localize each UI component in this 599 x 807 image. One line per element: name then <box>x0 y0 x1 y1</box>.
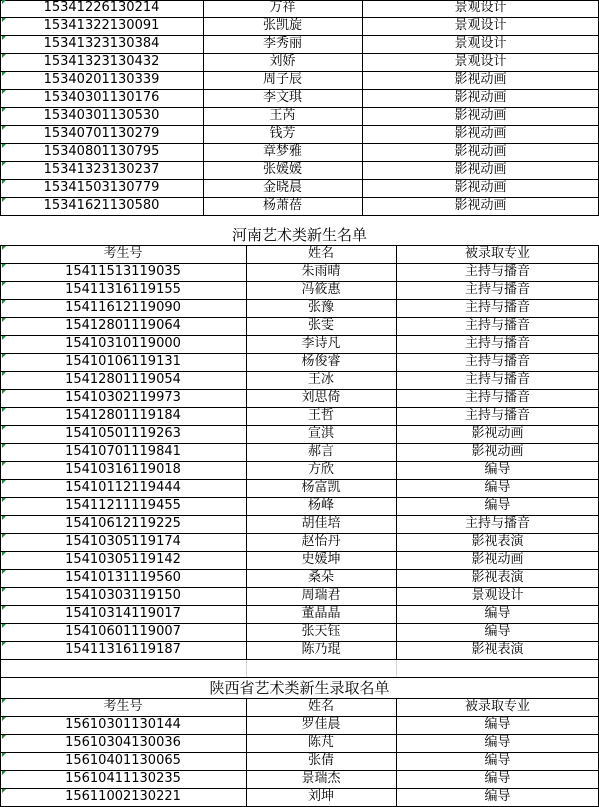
cell-name[interactable]: 周子辰 <box>262 72 302 87</box>
cell-exam-number[interactable]: 15611002130221 <box>65 789 181 804</box>
cell-major[interactable]: 主持与播音 <box>464 354 530 369</box>
cell-name[interactable]: 宣淇 <box>307 426 334 441</box>
row-border <box>0 215 599 216</box>
cell-major[interactable]: 影视动画 <box>471 552 524 567</box>
number-as-text-indicator-icon <box>2 300 6 304</box>
cell-exam-number[interactable]: 15340201130339 <box>43 72 160 87</box>
number-as-text-indicator-icon <box>2 570 6 574</box>
cell-name[interactable]: 李诗凡 <box>301 336 341 351</box>
number-as-text-indicator-icon <box>2 462 6 466</box>
cell-major[interactable]: 主持与播音 <box>464 282 530 297</box>
cell-major[interactable]: 编导 <box>484 753 511 768</box>
number-as-text-indicator-icon <box>2 516 6 520</box>
number-as-text-indicator-icon <box>2 90 6 94</box>
cell-exam-number[interactable]: 15411513119035 <box>65 264 181 279</box>
number-as-text-indicator-icon <box>2 162 6 166</box>
number-as-text-indicator-icon <box>2 126 6 130</box>
number-as-text-indicator-icon <box>2 336 6 340</box>
cell-major[interactable]: 编导 <box>484 789 511 804</box>
table-row <box>0 0 599 17</box>
cell-major[interactable]: 景观设计 <box>454 36 507 51</box>
cell-exam-number[interactable]: 15340301130176 <box>43 90 160 105</box>
column-border <box>362 0 363 216</box>
cell-exam-number[interactable]: 15410303119150 <box>65 588 181 603</box>
cell-major[interactable]: 影视表演 <box>471 534 524 549</box>
number-as-text-indicator-icon <box>2 18 6 22</box>
column-border <box>396 698 397 807</box>
number-as-text-indicator-icon <box>2 354 6 358</box>
number-as-text-indicator-icon <box>2 426 6 430</box>
cell-major[interactable]: 景观设计 <box>454 0 507 15</box>
number-as-text-indicator-icon <box>2 72 6 76</box>
table-row <box>0 263 599 281</box>
cell-major[interactable]: 景观设计 <box>454 54 507 69</box>
table-row <box>0 533 599 551</box>
number-as-text-indicator-icon <box>2 390 6 394</box>
number-as-text-indicator-icon <box>2 144 6 148</box>
column-border <box>0 245 1 660</box>
section-title: 河南艺术类新生名单 <box>231 226 367 244</box>
column-border <box>396 245 397 660</box>
header-exam-number[interactable]: 考生号 <box>103 246 143 261</box>
number-as-text-indicator-icon <box>2 444 6 448</box>
cell-major[interactable]: 影视动画 <box>454 72 507 87</box>
number-as-text-indicator-icon <box>2 0 6 4</box>
cell-exam-number[interactable]: 15410316119018 <box>65 462 181 477</box>
number-as-text-indicator-icon <box>2 624 6 628</box>
number-as-text-indicator-icon <box>2 498 6 502</box>
cell-name[interactable]: 杨富凯 <box>301 480 341 495</box>
table-row <box>0 389 599 407</box>
number-as-text-indicator-icon <box>2 480 6 484</box>
cell-exam-number[interactable]: 15341323130432 <box>43 54 160 69</box>
cell-major[interactable]: 编导 <box>484 717 511 732</box>
cell-exam-number[interactable]: 15610401130065 <box>65 753 181 768</box>
cell-exam-number[interactable]: 15410701119841 <box>65 444 181 459</box>
table-row <box>0 17 599 35</box>
cell-exam-number[interactable]: 15410612119225 <box>65 516 181 531</box>
cell-major[interactable]: 编导 <box>484 480 511 495</box>
cell-major[interactable]: 编导 <box>484 771 511 786</box>
cell-name[interactable]: 王芮 <box>269 108 296 123</box>
header-exam-number[interactable]: 考生号 <box>103 699 143 714</box>
table-row <box>0 569 599 587</box>
cell-name[interactable]: 张天钰 <box>301 624 341 639</box>
column-border <box>0 677 1 807</box>
cell-exam-number[interactable]: 15412801119184 <box>65 408 181 423</box>
cell-exam-number[interactable]: 15610301130144 <box>65 717 181 732</box>
cell-name[interactable]: 杨峰 <box>307 498 334 513</box>
number-as-text-indicator-icon <box>2 108 6 112</box>
cell-major[interactable]: 主持与播音 <box>464 408 530 423</box>
number-as-text-indicator-icon <box>2 534 6 538</box>
number-as-text-indicator-icon <box>2 36 6 40</box>
cell-major[interactable]: 主持与播音 <box>464 336 530 351</box>
cell-major[interactable]: 影视动画 <box>454 180 507 195</box>
cell-major[interactable]: 影视动画 <box>454 126 507 141</box>
cell-name[interactable]: 朱雨晴 <box>301 264 341 279</box>
table-row <box>0 605 599 623</box>
cell-name[interactable]: 刘坤 <box>307 789 334 804</box>
empty-gridline <box>396 660 397 677</box>
cell-exam-number[interactable]: 15410131119560 <box>65 570 181 585</box>
cell-exam-number[interactable]: 15410501119263 <box>65 426 181 441</box>
cell-exam-number[interactable]: 15340701130279 <box>43 126 160 141</box>
cell-name[interactable]: 陈乃琨 <box>301 642 341 657</box>
cell-exam-number[interactable]: 15410601119007 <box>65 624 181 639</box>
cell-exam-number[interactable]: 15412801119064 <box>65 318 181 333</box>
table-row <box>0 407 599 425</box>
cell-exam-number[interactable]: 15410305119174 <box>65 534 181 549</box>
cell-major[interactable]: 主持与播音 <box>464 390 530 405</box>
cell-major[interactable]: 影视动画 <box>471 444 524 459</box>
cell-name[interactable]: 杨萧蓓 <box>262 198 302 213</box>
cell-name[interactable]: 胡佳培 <box>301 516 341 531</box>
table-row <box>0 641 599 659</box>
cell-exam-number[interactable]: 15341226130214 <box>43 0 160 15</box>
cell-exam-number[interactable]: 15411316119187 <box>65 642 181 657</box>
cell-name[interactable]: 董晶晶 <box>301 606 341 621</box>
cell-name[interactable]: 陈芃 <box>307 735 334 750</box>
cell-name[interactable]: 张倩 <box>307 753 334 768</box>
cell-major[interactable]: 主持与播音 <box>464 318 530 333</box>
cell-name[interactable]: 李秀丽 <box>262 36 302 51</box>
cell-name[interactable]: 钱芳 <box>269 126 296 141</box>
table-row <box>0 461 599 479</box>
number-as-text-indicator-icon <box>2 408 6 412</box>
cell-exam-number[interactable]: 15411211119455 <box>65 498 181 513</box>
table-row <box>0 716 599 734</box>
table-header-row <box>0 698 599 716</box>
cell-exam-number[interactable]: 15410305119142 <box>65 552 181 567</box>
table-row <box>0 281 599 299</box>
table-row <box>0 125 599 143</box>
table-row <box>0 623 599 641</box>
cell-name[interactable]: 张豫 <box>307 300 334 315</box>
cell-major[interactable]: 影视动画 <box>454 198 507 213</box>
section-title: 陕西省艺术类新生录取名单 <box>209 679 390 697</box>
cell-major[interactable]: 主持与播音 <box>464 372 530 387</box>
number-as-text-indicator-icon <box>2 735 6 739</box>
table-row <box>0 71 599 89</box>
column-border <box>0 0 1 216</box>
table-row <box>0 89 599 107</box>
header-name[interactable]: 姓名 <box>307 699 334 714</box>
cell-name[interactable]: 李文琪 <box>262 90 302 105</box>
table-row <box>0 353 599 371</box>
cell-exam-number[interactable]: 15340801130795 <box>43 144 160 159</box>
cell-name[interactable]: 刘思倚 <box>301 390 341 405</box>
table-row <box>0 497 599 515</box>
cell-major[interactable]: 编导 <box>484 624 511 639</box>
header-name[interactable]: 姓名 <box>307 246 334 261</box>
table-row <box>0 587 599 605</box>
table-row <box>0 197 599 215</box>
table-row <box>0 35 599 53</box>
cell-major[interactable]: 景观设计 <box>471 588 524 603</box>
number-as-text-indicator-icon <box>2 282 6 286</box>
number-as-text-indicator-icon <box>2 753 6 757</box>
table-header-row <box>0 245 599 263</box>
cell-major[interactable]: 影视表演 <box>471 570 524 585</box>
table-row <box>0 161 599 179</box>
table-row <box>0 734 599 752</box>
cell-exam-number[interactable]: 15410314119017 <box>65 606 181 621</box>
empty-gridline <box>246 660 247 677</box>
cell-major[interactable]: 主持与播音 <box>464 516 530 531</box>
number-as-text-indicator-icon <box>2 789 6 793</box>
cell-name[interactable]: 方欣 <box>307 462 334 477</box>
table-row <box>0 371 599 389</box>
cell-name[interactable]: 章梦雅 <box>262 144 302 159</box>
cell-exam-number[interactable]: 15410106119131 <box>65 354 181 369</box>
cell-major[interactable]: 编导 <box>484 606 511 621</box>
cell-name[interactable]: 罗佳晨 <box>301 717 341 732</box>
header-major[interactable]: 被录取专业 <box>464 699 530 714</box>
number-as-text-indicator-icon <box>2 180 6 184</box>
cell-major[interactable]: 影视动画 <box>454 90 507 105</box>
table-row <box>0 551 599 569</box>
cell-exam-number[interactable]: 15411612119090 <box>65 300 181 315</box>
number-as-text-indicator-icon <box>2 606 6 610</box>
cell-name[interactable]: 张雯 <box>307 318 334 333</box>
cell-major[interactable]: 影视表演 <box>471 642 524 657</box>
number-as-text-indicator-icon <box>2 246 6 250</box>
cell-major[interactable]: 编导 <box>484 462 511 477</box>
cell-name[interactable]: 桑朵 <box>307 570 334 585</box>
cell-name[interactable]: 史媛坤 <box>301 552 341 567</box>
cell-name[interactable]: 张凯旋 <box>262 18 302 33</box>
cell-name[interactable]: 金晓晨 <box>262 180 302 195</box>
table-row <box>0 179 599 197</box>
number-as-text-indicator-icon <box>2 717 6 721</box>
table-row <box>0 107 599 125</box>
cell-name[interactable]: 景瑞杰 <box>301 771 341 786</box>
number-as-text-indicator-icon <box>2 588 6 592</box>
table-row <box>0 53 599 71</box>
table-row <box>0 299 599 317</box>
cell-major[interactable]: 主持与播音 <box>464 300 530 315</box>
number-as-text-indicator-icon <box>2 699 6 703</box>
table-row <box>0 443 599 461</box>
column-border <box>203 0 204 216</box>
cell-name[interactable]: 周瑞君 <box>301 588 341 603</box>
cell-name[interactable]: 冯筱惠 <box>301 282 341 297</box>
cell-exam-number[interactable]: 15341323130237 <box>43 162 160 177</box>
cell-name[interactable]: 郝言 <box>307 444 334 459</box>
cell-exam-number[interactable]: 15411316119155 <box>65 282 181 297</box>
cell-exam-number[interactable]: 15410112119444 <box>65 480 181 495</box>
number-as-text-indicator-icon <box>2 54 6 58</box>
table-row <box>0 317 599 335</box>
cell-exam-number[interactable]: 15341503130779 <box>43 180 160 195</box>
number-as-text-indicator-icon <box>2 552 6 556</box>
number-as-text-indicator-icon <box>2 198 6 202</box>
cell-exam-number[interactable]: 15412801119054 <box>65 372 181 387</box>
cell-exam-number[interactable]: 15341322130091 <box>43 18 160 33</box>
row-border <box>0 659 599 660</box>
cell-major[interactable]: 编导 <box>484 735 511 750</box>
number-as-text-indicator-icon <box>2 264 6 268</box>
table-row <box>0 335 599 353</box>
cell-major[interactable]: 影视动画 <box>454 162 507 177</box>
cell-exam-number[interactable]: 15610304130036 <box>65 735 181 750</box>
cell-name[interactable]: 刘娇 <box>269 54 296 69</box>
cell-name[interactable]: 张媛媛 <box>262 162 302 177</box>
cell-major[interactable]: 主持与播音 <box>464 264 530 279</box>
cell-name[interactable]: 万祥 <box>269 0 296 15</box>
cell-major[interactable]: 影视动画 <box>454 144 507 159</box>
cell-exam-number[interactable]: 15410302119973 <box>65 390 181 405</box>
number-as-text-indicator-icon <box>2 771 6 775</box>
cell-major[interactable]: 编导 <box>484 498 511 513</box>
number-as-text-indicator-icon <box>2 318 6 322</box>
cell-name[interactable]: 王哲 <box>307 408 334 423</box>
table-row <box>0 515 599 533</box>
table-row <box>0 479 599 497</box>
cell-name[interactable]: 赵怡丹 <box>301 534 341 549</box>
cell-exam-number[interactable]: 15410310119000 <box>65 336 181 351</box>
column-border <box>246 245 247 660</box>
table-row <box>0 752 599 770</box>
table-row <box>0 788 599 806</box>
number-as-text-indicator-icon <box>2 372 6 376</box>
cell-exam-number[interactable]: 15340301130530 <box>43 108 160 123</box>
cell-major[interactable]: 影视动画 <box>471 426 524 441</box>
table-row <box>0 143 599 161</box>
column-border <box>246 698 247 807</box>
cell-exam-number[interactable]: 15341323130384 <box>43 36 160 51</box>
cell-name[interactable]: 王冰 <box>307 372 334 387</box>
cell-name[interactable]: 杨俊睿 <box>301 354 341 369</box>
cell-exam-number[interactable]: 15610411130235 <box>65 771 181 786</box>
column-border <box>0 660 1 677</box>
number-as-text-indicator-icon <box>2 642 6 646</box>
cell-major[interactable]: 影视动画 <box>454 108 507 123</box>
header-major[interactable]: 被录取专业 <box>464 246 530 261</box>
cell-exam-number[interactable]: 15341621130580 <box>43 198 160 213</box>
table-row <box>0 770 599 788</box>
cell-major[interactable]: 景观设计 <box>454 18 507 33</box>
table-row <box>0 425 599 443</box>
